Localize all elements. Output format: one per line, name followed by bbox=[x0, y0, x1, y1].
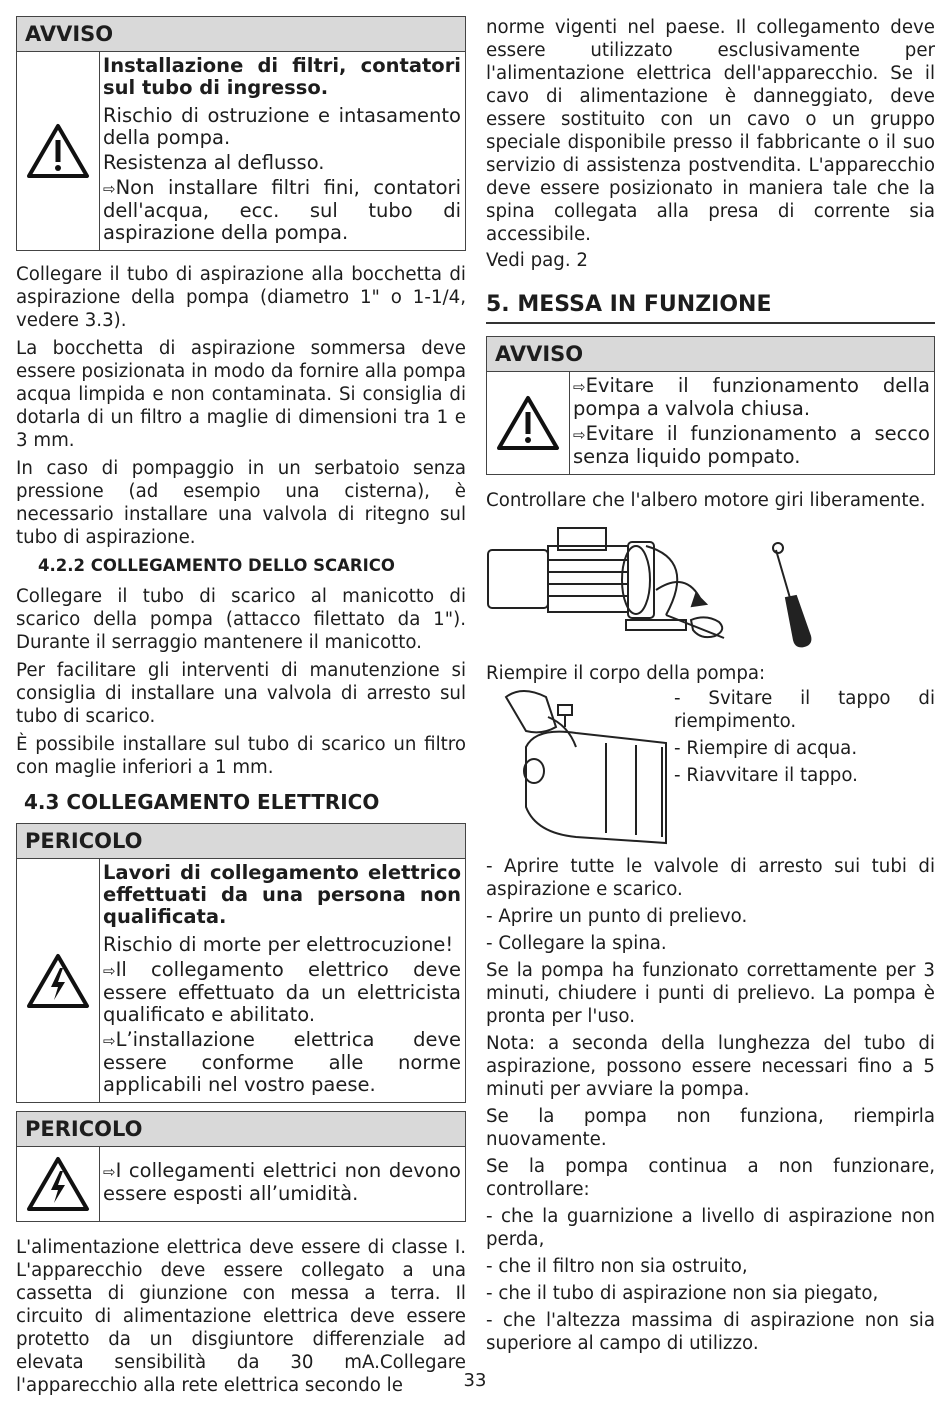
danger-title: Lavori di collegamento elettrico effettuati da una persona non qualificata. bbox=[103, 861, 461, 928]
right-column bbox=[486, 16, 935, 1359]
paragraph: Collegare il tubo di scarico al manicotto di scarico della pompa (attacco filettato da 1"). Durante il serraggio mantenere il manicotto. bbox=[16, 586, 466, 653]
paragraph: Per facilitare gli interventi di manutenzione si consiglia di installare una valvola di arresto sul tubo di scarico. bbox=[16, 660, 466, 727]
paragraph: In caso di pompaggio in un serbatoio senza pressione (ad esempio una cisterna), è necessario installare una valvola di ritegno sul tubo di aspirazione. bbox=[16, 458, 466, 548]
list-item: - che il tubo di aspirazione non sia piegato, bbox=[486, 1283, 879, 1304]
paragraph: Controllare che l'albero motore giri liberamente. bbox=[486, 490, 926, 511]
pump-shaft-illustration bbox=[486, 520, 935, 650]
warning-triangle-icon bbox=[17, 52, 100, 250]
danger-heading: PERICOLO bbox=[17, 1112, 465, 1147]
danger-box-electrical bbox=[16, 823, 466, 1103]
paragraph: La bocchetta di aspirazione sommersa deve essere posizionata in modo da fornire alla pompa acqua limpida e non contaminata. Si consiglia di dotarla di un filtro a maglie di dimensioni tra 1 e 3 mm. bbox=[16, 338, 466, 451]
warning-title: Installazione di filtri, contatori sul tubo di ingresso. bbox=[103, 54, 461, 99]
paragraph: È possibile installare sul tubo di scarico un filtro con maglie inferiori a 1 mm. bbox=[16, 734, 466, 778]
pump-fill-illustration bbox=[486, 687, 674, 847]
list-item: - che la guarnizione a livello di aspirazione non perda, bbox=[486, 1206, 935, 1250]
section-heading-5: 5. MESSA IN FUNZIONE bbox=[486, 290, 935, 324]
list-item: - Svitare il tappo di riempimento. bbox=[674, 688, 935, 732]
warning-line: Rischio di ostruzione e intasamento della pompa. bbox=[103, 104, 461, 149]
list-item: - che l'altezza massima di aspirazione non sia superiore al campo di utilizzo. bbox=[486, 1310, 935, 1354]
warning-line: Resistenza al deflusso. bbox=[103, 151, 325, 174]
paragraph: Se la pompa non funziona, riempirla nuovamente. bbox=[486, 1106, 935, 1150]
page-number: 33 bbox=[463, 1370, 487, 1391]
arrow-right-icon: ⇨ bbox=[103, 1032, 116, 1050]
left-column bbox=[16, 16, 466, 1402]
danger-action: ⇨I collegamenti elettrici non devono essere esposti all’umidità. bbox=[103, 1159, 461, 1205]
warning-action: ⇨Non installare filtri fini, contatori dell'acqua, ecc. sul tubo di aspirazione della pompa. bbox=[103, 176, 461, 244]
arrow-right-icon: ⇨ bbox=[573, 378, 586, 396]
warning-heading: AVVISO bbox=[17, 17, 465, 52]
danger-heading: PERICOLO bbox=[17, 824, 465, 859]
paragraph: norme vigenti nel paese. Il collegamento deve essere utilizzato esclusivamente per l'alimentazione elettrica dell'apparecchio. Se il cavo di alimentazione è danneggiato, deve essere sostituito con un cavo o un gruppo speciale disponibile presso il fabbricante o il suo servizio di assistenza postvendita. L'apparecchio deve essere posizionato in maniera tale che la spina collegata alla presa di corrente sia accessibile. bbox=[486, 17, 935, 245]
warning-action: ⇨Evitare il funzionamento a secco senza liquido pompato. bbox=[573, 422, 930, 468]
arrow-right-icon: ⇨ bbox=[573, 426, 586, 444]
electric-hazard-icon bbox=[17, 1147, 100, 1221]
paragraph: Vedi pag. 2 bbox=[486, 250, 588, 271]
section-heading-4-3: 4.3 COLLEGAMENTO ELETTRICO bbox=[24, 790, 380, 814]
paragraph: Se la pompa continua a non funzionare, controllare: bbox=[486, 1156, 935, 1200]
paragraph: Se la pompa ha funzionato correttamente per 3 minuti, chiudere i punti di prelievo. La pompa è pronta per l'uso. bbox=[486, 960, 935, 1027]
paragraph: Collegare il tubo di aspirazione alla bocchetta di aspirazione della pompa (diametro 1" o 1-1/4, vedere 3.3). bbox=[16, 264, 466, 331]
fill-steps-list bbox=[674, 687, 935, 847]
list-item: - Aprire tutte le valvole di arresto sui tubi di aspirazione e scarico. bbox=[486, 856, 935, 900]
warning-heading: AVVISO bbox=[487, 337, 934, 372]
list-item: - che il filtro non sia ostruito, bbox=[486, 1256, 748, 1277]
check-list bbox=[486, 1205, 935, 1355]
danger-box-humidity bbox=[16, 1111, 466, 1222]
danger-action: ⇨Il collegamento elettrico deve essere effettuato da un elettricista qualificato e abilitato. bbox=[103, 958, 461, 1026]
paragraph: L'alimentazione elettrica deve essere di classe I. L'apparecchio deve essere collegato a una cassetta di giunzione con messa a terra. Il circuito di alimentazione elettrica deve essere protetto da un disgiuntore differenziale ad elevata sensibilità da 30 mA.Collegare l'apparecchio alla rete elettrica secondo le bbox=[16, 1237, 466, 1396]
list-item: - Collegare la spina. bbox=[486, 933, 667, 954]
paragraph: Nota: a seconda della lunghezza del tubo di aspirazione, possono essere necessari fino a 5 minuti per avviare la pompa. bbox=[486, 1033, 935, 1100]
warning-box-filters bbox=[16, 16, 466, 251]
section-heading-4-2-2: 4.2.2 COLLEGAMENTO DELLO SCARICO bbox=[38, 556, 395, 575]
warning-box-operation bbox=[486, 336, 935, 475]
danger-action: ⇨L’installazione elettrica deve essere conforme alle norme applicabili nel vostro paese. bbox=[103, 1028, 461, 1096]
danger-line: Rischio di morte per elettrocuzione! bbox=[103, 933, 454, 956]
electric-hazard-icon bbox=[17, 859, 100, 1102]
warning-action: ⇨Evitare il funzionamento della pompa a valvola chiusa. bbox=[573, 374, 930, 420]
arrow-right-icon: ⇨ bbox=[103, 962, 116, 980]
fill-pump-section bbox=[486, 687, 935, 847]
arrow-right-icon: ⇨ bbox=[103, 1163, 116, 1181]
paragraph: Riempire il corpo della pompa: bbox=[486, 663, 766, 684]
start-steps-list bbox=[486, 855, 935, 955]
list-item: - Aprire un punto di prelievo. bbox=[486, 906, 748, 927]
arrow-right-icon: ⇨ bbox=[103, 180, 116, 198]
list-item: - Riempire di acqua. bbox=[674, 738, 858, 759]
warning-triangle-icon bbox=[487, 372, 570, 474]
list-item: - Riavvitare il tappo. bbox=[674, 765, 858, 786]
